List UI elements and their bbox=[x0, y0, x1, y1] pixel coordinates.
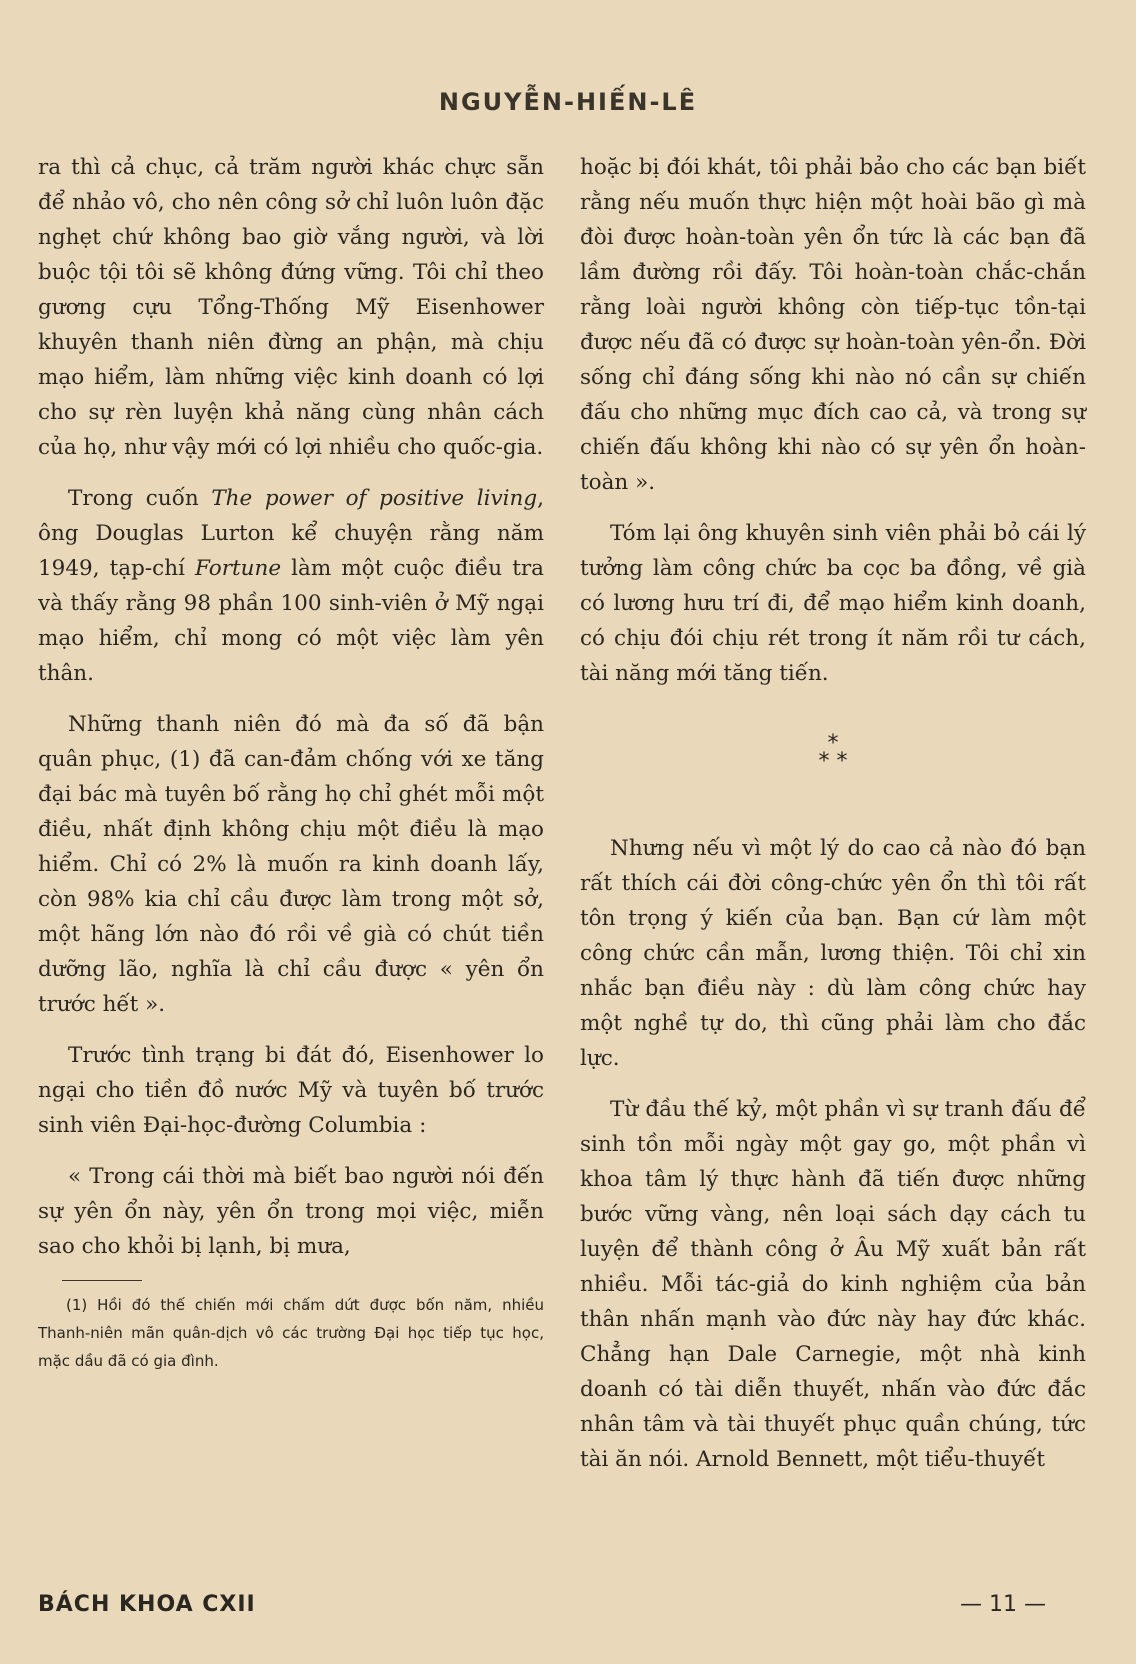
separator-stars-bottom: * * bbox=[818, 749, 848, 774]
right-column bbox=[580, 150, 1086, 1493]
text-run: Trong cuốn bbox=[68, 486, 212, 511]
paragraph: hoặc bị đói khát, tôi phải bảo cho các bạn biết rằng nếu muốn thực hiện một hoài bão gì mà đòi được hoàn-toàn yên ổn tức là các bạn đã lầm đường rồi đấy. Tôi hoàn-toàn chắc-chắn rằng loài người không còn tiếp-tục tồn-tại được nếu đã có được sự hoàn-toàn yên-ổn. Đời sống chỉ đáng sống khi nào nó cần sự chiến đấu cho những mục đích cao cả, và trong sự chiến đấu không khi nào có sự yên ổn hoàn-toàn ». bbox=[580, 155, 1086, 495]
footer-publication: BÁCH KHOA CXII bbox=[38, 1592, 256, 1617]
paragraph: Từ đầu thế kỷ, một phần vì sự tranh đấu để sinh tồn mỗi ngày một gay go, một phần vì khoa tâm lý thực hành đã tiến được những bước vững vàng, nên loại sách dạy cách tu luyện để thành công ở Âu Mỹ xuất bản rất nhiều. Mỗi tác-giả do kinh nghiệm của bản thân nhấn mạnh vào đức này hay đức khác. Chẳng hạn Dale Carnegie, một nhà kinh doanh có tài diễn thuyết, nhấn vào đức đắc nhân tâm và tài thuyết phục quần chúng, tức tài ăn nói. Arnold Bennett, một tiểu-thuyết bbox=[580, 1097, 1086, 1472]
section-separator bbox=[580, 731, 1086, 774]
separator-star-top: * bbox=[827, 731, 839, 756]
page-number: — 11 — bbox=[960, 1592, 1046, 1617]
paragraph bbox=[38, 481, 544, 691]
text-run: làm một cuộc điều tra và thấy rằng 98 phần 100 sinh-viên ở Mỹ ngại mạo hiểm, chỉ mong có một việc làm yên thân. bbox=[38, 556, 545, 686]
footnote-divider bbox=[62, 1280, 142, 1281]
paragraph: Tóm lại ông khuyên sinh viên phải bỏ cái lý tưởng làm công chức ba cọc ba đồng, về già có lương hưu trí đi, để mạo hiểm kinh doanh, có chịu đói chịu rét trong ít năm rồi tư cách, tài năng mới tăng tiến. bbox=[580, 521, 1086, 686]
running-head: NGUYỄN-HIẾN-LÊ bbox=[438, 88, 698, 116]
book-title: The power of positive living bbox=[211, 486, 538, 511]
paragraph: « Trong cái thời mà biết bao người nói đến sự yên ổn này, yên ổn trong mọi việc, miễn sao cho khỏi bị lạnh, bị mưa, bbox=[38, 1164, 544, 1259]
magazine-title: Fortune bbox=[195, 556, 282, 581]
paragraph: Trước tình trạng bi đát đó, Eisenhower lo ngại cho tiền đồ nước Mỹ và tuyên bố trước sinh viên Đại-học-đường Columbia : bbox=[38, 1043, 544, 1138]
paragraph: ra thì cả chục, cả trăm người khác chực sẵn để nhảo vô, cho nên công sở chỉ luôn luôn đặc nghẹt chứ không bao giờ vắng người, và lời buộc tội tôi sẽ không đứng vững. Tôi chỉ theo gương cựu Tổng-Thống Mỹ Eisenhower khuyên thanh niên đừng an phận, mà chịu mạo hiểm, làm những việc kinh doanh có lợi cho sự rèn luyện khả năng cùng nhân cách của họ, như vậy mới có lợi nhiều cho quốc-gia. bbox=[38, 155, 544, 460]
footnote: (1) Hồi đó thế chiến mới chấm dứt được bốn năm, nhiều Thanh-niên mãn quân-dịch vô các trường Đại học tiếp tục học, mặc dầu đã có gia đình. bbox=[38, 1296, 544, 1370]
paragraph: Nhưng nếu vì một lý do cao cả nào đó bạn rất thích cái đời công-chức yên ổn thì tôi rất tôn trọng ý kiến của bạn. Bạn cứ làm một công chức cần mẫn, lương thiện. Tôi chỉ xin nhắc bạn điều này : dù làm công chức hay một nghề tự do, thì cũng phải làm cho đắc lực. bbox=[580, 836, 1086, 1071]
left-column bbox=[38, 150, 544, 1375]
paragraph: Những thanh niên đó mà đa số đã bận quân phục, (1) đã can-đảm chống với xe tăng đại bác mà tuyên bố rằng họ chỉ ghét mỗi một điều, nhất định không chịu một điều là mạo hiểm. Chỉ có 2% là muốn ra kinh doanh lấy, còn 98% kia chỉ cầu được làm trong một sở, một hãng lớn nào đó rồi về già có chút tiền dưỡng lão, nghĩa là chỉ cầu được « yên ổn trước hết ». bbox=[38, 712, 544, 1017]
text-run: , ông Douglas Lurton kể chuyện rằng năm 1949, tạp-chí bbox=[38, 486, 544, 581]
